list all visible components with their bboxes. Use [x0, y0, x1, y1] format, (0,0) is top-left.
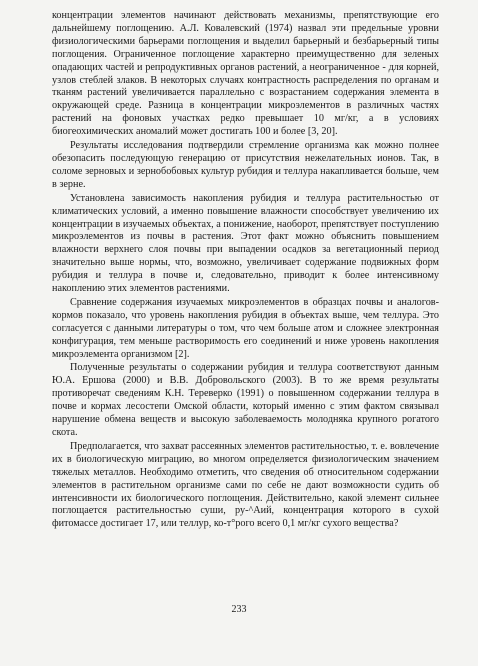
paragraph-4: Сравнение содержания изучаемых микроэлементов в образцах почвы и аналогов-кормов показало, что уровень накопления рубидия в объектах выше, чем теллура. Это согласуется с данными литературы о том, что чем больше атом и сложнее электронная конфигурация, тем меньше растворимость его соединений и ниже уровень накопления микроэлемента организмом [2]. — [52, 296, 439, 360]
paragraph-2: Результаты исследования подтвердили стремление организма как можно полнее обезопасить последующую генерацию от присутствия нежелательных ионов. Так, в соломе зерновых и зернобобовых культур рубидия и теллура накапливается больше, чем в зерне. — [52, 140, 439, 190]
paragraph-1: концентрации элементов начинают действовать механизмы, препятствующие его дальнейшему поглощению. А.Л. Ковалевский (1974) назвал эти предельные уровни физиологическими барьерами поглощения и выделил барьерный и безбарьерный типы поглощения. Ограниченное поглощение характерно преимущественно для зеленых опадающих частей и репродуктивных органов растений, а неограниченное - для корней, узлов стеблей злаков. В некоторых случаях контрастность распределения по органам и тканям растений увеличивается параллельно с возрастанием содержания элемента в окружающей среде. Разница в концентрации микроэлементов в различных частях растений на фоновых участках редко превышает 10 мг/кг, а в условиях биогеохимических аномалий может достигать 100 и более [3, 20]. — [52, 10, 439, 138]
paragraph-6: Предполагается, что захват рассеянных элементов растительностью, т. е. вовлечение их в биологическую миграцию, во многом определяется физиологическим значением тяжелых металлов. Необходимо отметить, что сведения об относительном содержании элементов в растительном организме сами по себе не дают возможности судить об интенсивности их биологического поглощения. Действительно, какой элемент сильнее поглощается растительностью суши, ру-^Аий, концентрация которого в сухой фитомассе достигает 17, или теллур, ко-т°рого всего 0,1 мг/кг сухого вещества? — [52, 440, 439, 530]
paragraph-3: Установлена зависимость накопления рубидия и теллура растительностью от климатических условий, а именно повышение влажности способствует увеличению их концентрации в изучаемых объектах, а понижение, наоборот, препятствует поступлению микроэлементов из почвы в растения. Этот факт можно объяснить повышением влажности верхнего слоя почвы при выпадении осадков за вегетационный период значительно выше нормы, что, возможно, увеличивает содержание подвижных форм рубидия и теллура в почве и, следовательно, приводит к более интенсивному накоплению этих элементов растениями. — [52, 192, 439, 295]
page-number: 233 — [231, 604, 247, 615]
paragraph-5: Полученные результаты о содержании рубидия и теллура соответствуют данным Ю.А. Ершова (2000) и В.В. Добровольского (2003). В то же время результаты противоречат сведениям К.Н. Тереверко (1991) о повышенном содержании теллура в почве и кормах лесостепи Омской области, который именно с этим фактом связывал нарушение обмена веществ и высокую заболеваемость молодняка крупного рогатого скота. — [52, 362, 439, 438]
document-page — [52, 10, 439, 532]
